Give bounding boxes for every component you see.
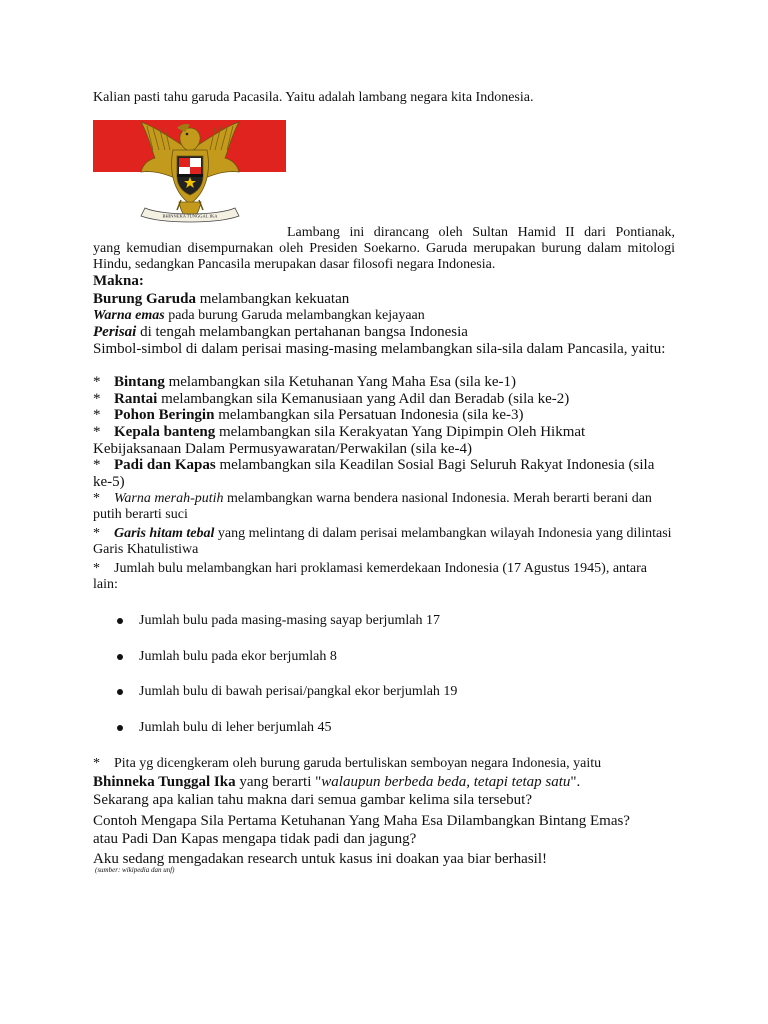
- closing-line: Aku sedang mengadakan research untuk kasus ini doakan yaa biar berhasil!: [93, 851, 548, 867]
- padi-term: Padi dan Kapas: [114, 457, 216, 473]
- feather-item-text: Jumlah bulu di leher berjumlah 45: [139, 720, 332, 735]
- makna-heading-text: Makna:: [93, 273, 144, 289]
- feather-item-text: Jumlah bulu pada ekor berjumlah 8: [139, 649, 337, 664]
- padi-text: melambangkan sila Keadilan Sosial Bagi Seluruh Rakyat Indonesia (sila ke-5): [93, 457, 655, 490]
- bulu-text: Jumlah bulu melambangkan hari proklamasi kemerdekaan Indonesia (17 Agustus 1945), antara lain:: [93, 561, 648, 592]
- star-bullet-icon: *: [93, 561, 100, 576]
- perisai-line: [93, 324, 675, 341]
- question-1: Sekarang apa kalian tahu makna dari semua gambar kelima sila tersebut?: [93, 792, 532, 808]
- pita-quote: walaupun berbeda beda, tetapi tetap satu: [321, 774, 571, 790]
- garuda-term: Burung Garuda: [93, 291, 196, 307]
- pita-text: Pita yg dicengkeram oleh burung garuda bertuliskan semboyan negara Indonesia, yaitu: [114, 756, 602, 771]
- garuda-pancasila-image: [93, 120, 286, 224]
- garuda-text: melambangkan kekuatan: [195, 291, 350, 307]
- garis-term: Garis hitam tebal: [114, 526, 215, 541]
- star-bullet-icon: *: [93, 374, 101, 390]
- pita-motto-line: [93, 774, 675, 791]
- pita-item: [93, 756, 675, 772]
- perisai-text: di tengah melambangkan pertahanan bangsa Indonesia: [136, 324, 468, 340]
- emas-text: pada burung Garuda melambangkan kejayaan: [164, 308, 425, 323]
- description-line1: Lambang ini dirancang oleh Sultan Hamid II dari Pontianak,: [287, 225, 675, 240]
- emas-term: Warna emas: [93, 308, 165, 323]
- garis-item: [93, 526, 675, 558]
- emas-line: [93, 308, 675, 324]
- bintang-text: melambangkan sila Ketuhanan Yang Maha Esa (sila ke-1): [164, 374, 517, 390]
- bulu-item: [93, 561, 675, 593]
- pita-term: Bhinneka Tunggal Ika: [93, 774, 236, 790]
- simbol-intro: Simbol-simbol di dalam perisai masing-masing melambangkan sila-sila dalam Pancasila, yaitu:: [93, 341, 666, 357]
- bullet-dot-icon: [117, 618, 123, 624]
- rantai-item: [93, 391, 675, 408]
- bintang-item: [93, 374, 675, 391]
- question-3: atau Padi Dan Kapas mengapa tidak padi dan jagung?: [93, 831, 417, 847]
- star-bullet-icon: *: [93, 391, 101, 407]
- star-bullet-icon: *: [93, 457, 101, 473]
- feather-item-text: Jumlah bulu di bawah perisai/pangkal ekor berjumlah 19: [139, 684, 458, 699]
- banteng-term: Kepala banteng: [114, 424, 216, 440]
- source-note: (sumber: wikipedia dan unf): [95, 866, 175, 874]
- padi-item: [93, 457, 675, 491]
- intro-text: Kalian pasti tahu garuda Pacasila. Yaitu adalah lambang negara kita Indonesia.: [93, 90, 534, 105]
- description-rest: yang kemudian disempurnakan oleh Presiden Soekarno. Garuda merupakan burung dalam mitologi Hindu, sedangkan Pancasila merupakan dasar filosofi negara Indonesia.: [93, 241, 675, 272]
- bintang-term: Bintang: [114, 374, 165, 390]
- makna-heading: [93, 273, 675, 290]
- star-bullet-icon: *: [93, 424, 101, 440]
- pohon-item: [93, 407, 675, 424]
- bullet-dot-icon: [117, 654, 123, 660]
- pita-text3: ".: [570, 774, 581, 790]
- rantai-term: Rantai: [114, 391, 158, 407]
- banteng-text: melambangkan sila Kerakyatan Yang Dipimpin Oleh Hikmat Kebijaksanaan Dalam Permusyawaratan/Perwakilan (sila ke-4): [93, 424, 586, 457]
- motto-text: BHINNEKA TUNGGAL IKA: [162, 213, 218, 219]
- perisai-term: Perisai: [93, 324, 137, 340]
- bullet-dot-icon: [117, 725, 123, 731]
- star-bullet-icon: *: [93, 526, 100, 541]
- banteng-item: [93, 424, 675, 458]
- merah-item: [93, 491, 675, 523]
- garis-text: yang melintang di dalam perisai melambangkan wilayah Indonesia yang dilintasi Garis Khatulistiwa: [93, 526, 672, 557]
- star-bullet-icon: *: [93, 756, 100, 771]
- star-bullet-icon: *: [93, 407, 101, 423]
- garuda-line: [93, 291, 675, 308]
- pita-text2: yang berarti ": [235, 774, 322, 790]
- bullet-dot-icon: [117, 689, 123, 695]
- merah-text: melambangkan warna bendera nasional Indonesia. Merah berarti berani dan putih berarti suci: [93, 491, 652, 522]
- pohon-term: Pohon Beringin: [114, 407, 215, 423]
- question-2: Contoh Mengapa Sila Pertama Ketuhanan Yang Maha Esa Dilambangkan Bintang Emas?: [93, 813, 630, 829]
- rantai-text: melambangkan sila Kemanusiaan yang Adil dan Beradab (sila ke-2): [157, 391, 570, 407]
- star-bullet-icon: *: [93, 491, 100, 506]
- merah-term: Warna merah-putih: [114, 491, 224, 506]
- pohon-text: melambangkan sila Persatuan Indonesia (sila ke-3): [214, 407, 524, 423]
- feather-item-text: Jumlah bulu pada masing-masing sayap berjumlah 17: [139, 613, 440, 628]
